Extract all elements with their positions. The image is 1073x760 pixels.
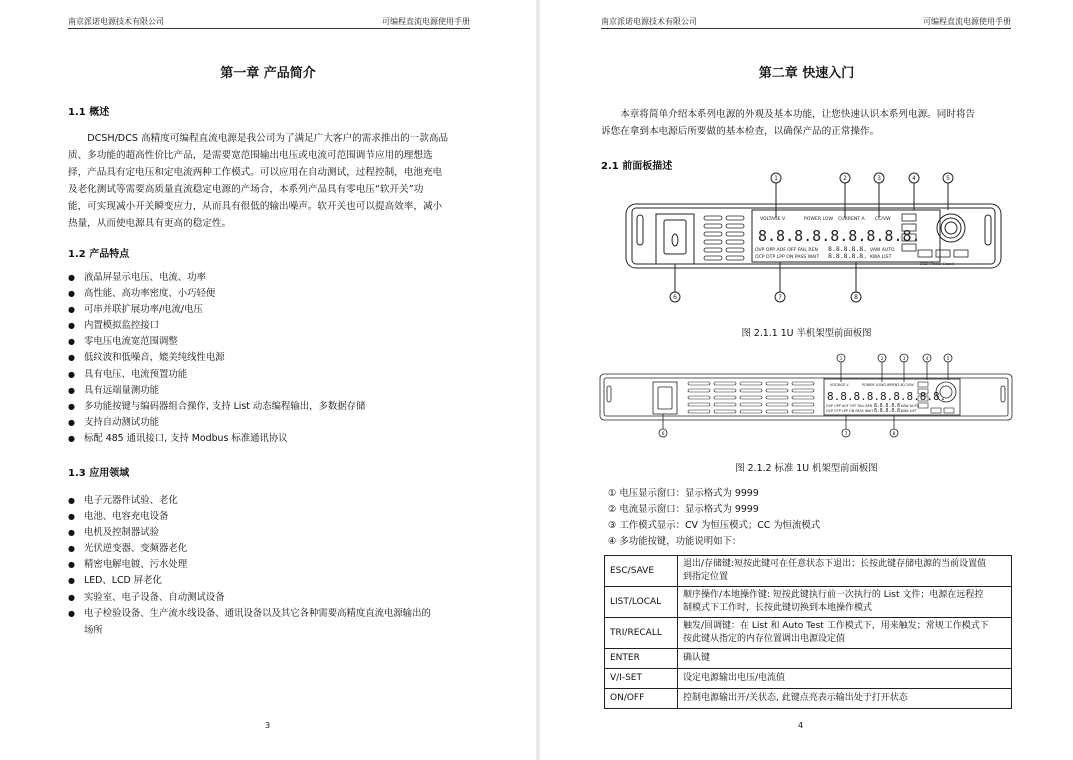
header-rule (68, 28, 470, 29)
chapter-title: 第一章 产品简介 (220, 66, 316, 81)
list-item: ● 低纹波和低噪音，媲美纯线性电源 (68, 350, 478, 366)
overview-line: DCSH/DCS 高精度可编程直流电源是我公司为了满足广大客户的需求推出的一款高品 (87, 133, 449, 144)
overview-line: 热量，从而使电源具有更高的稳定性。 (68, 218, 232, 229)
panel-item: ④ 多功能按键，功能说明如下： (608, 536, 742, 547)
table-row (605, 556, 1012, 587)
list-item: ● 多功能按键与编码器组合操作, 支持 List 动态编程输出，多数据存储 (68, 399, 478, 415)
callout-number: 5 (946, 357, 950, 362)
lcd-small-digits: 8.8.8.8.8. (828, 245, 868, 253)
header-rule (601, 28, 1011, 29)
panel-item: ③ 工作模式显示：CV 为恒压模式；CC 为恒流模式 (608, 520, 821, 531)
right-page (540, 0, 1073, 760)
list-item: ● 具有电压、电流预置功能 (68, 367, 478, 383)
list-item: ● 液晶屏显示电压、电流、功率 (68, 270, 478, 286)
key-desc-line: 触发/回调键：在 List 和 Auto Test 工作模式下，用来触发；常规工作模式下 (683, 621, 989, 631)
header-manual-title: 可编程直流电源使用手册 (382, 17, 470, 26)
lcd-status-row: OVP OPP AOF OFF FAIL REN (755, 248, 818, 253)
list-item: ● 可串并联扩展功率/电流/电压 (68, 302, 478, 318)
lcd-label: CC/VW (875, 217, 891, 222)
section-heading-1-2: 1.2 产品特点 (68, 249, 130, 260)
callout-number: 3 (902, 357, 906, 362)
list-item-continuation: 场所 (84, 625, 103, 636)
key-desc-line: 顺序操作/本地操作键: 短按此键执行前一次执行的 List 文件；电源在远程控 (683, 590, 984, 600)
list-item: ● 内置模拟监控接口 (68, 318, 478, 334)
callout-number: 2 (880, 357, 884, 362)
overview-line: 能，可实现减小开关瞬变应力，从而具有很低的输出噪声。软开关也可以提高效率，减小 (68, 201, 443, 212)
lcd-status-row: OCP OTP LPP ON PASS WAIT (755, 255, 820, 260)
header-company: 南京派诺电源技术有限公司 (601, 17, 697, 26)
lcd-small-digits: 8.8.8.8.8. (874, 404, 903, 409)
overview-paragraph (68, 130, 473, 232)
lcd-label: CURRENT A (883, 383, 903, 387)
brand-label: DCSH Power Supply (920, 262, 955, 266)
callout-number: 1 (839, 357, 843, 362)
lcd-small-digits: 8.8.8.8.8. (828, 252, 868, 260)
list-item: ● 高性能、高功率密度、小巧轻便 (68, 286, 478, 302)
features-list (68, 270, 478, 447)
list-item: ● 电机及控制器试验 (68, 525, 478, 541)
key-name-cell: ESC/SAVE (605, 556, 678, 587)
key-desc-cell (678, 587, 1012, 618)
key-name-cell: ON/OFF (605, 689, 678, 709)
table-row (605, 669, 1012, 689)
key-desc-cell: 设定电源输出电压/电流值 (678, 669, 1012, 689)
chapter-title: 第二章 快速入门 (758, 66, 855, 81)
list-item: ● 电子检验设备、生产流水线设备、通讯设备以及其它各种需要高精度直流电源输出的 (68, 606, 478, 622)
key-name-cell: ENTER (605, 649, 678, 669)
intro-paragraph (601, 106, 1011, 140)
list-item: ● 标配 485 通讯接口, 支持 Modbus 标准通讯协议 (68, 431, 478, 447)
page-number: 3 (265, 721, 271, 730)
callout-number: 6 (661, 432, 665, 437)
overview-line: 质、多功能的超高性价比产品，是需要宽范围输出电压或电流可范围调节应用的理想选 (68, 150, 433, 161)
panel-item: ② 电流显示窗口：显示格式为 9999 (608, 504, 759, 515)
key-desc-line: 制模式下工作时，长按此键切换到本地操作模式 (683, 603, 873, 613)
list-item: ● 支持自动测试功能 (68, 415, 478, 431)
callout-number: 4 (912, 175, 916, 182)
callout-number: 4 (925, 357, 929, 362)
figure-caption-2: 图 2.1.2 标准 1U 机架型前面板图 (735, 463, 878, 474)
half-rack-front-panel-figure (620, 170, 1010, 305)
lcd-mode-label: VAW AUTO (870, 248, 895, 253)
lcd-mode-label: KWA LIST (901, 409, 917, 413)
key-name-cell: V/I-SET (605, 669, 678, 689)
callout-number: 6 (673, 294, 677, 301)
key-desc-line: 退出/存储键:短按此键可在任意状态下退出；长按此键存储电源的当前设置值 (683, 559, 987, 569)
callout-number: 2 (843, 175, 847, 182)
lcd-digits: 8.8.8.8.8.8.8.8.8. (758, 227, 921, 245)
key-desc-cell: 确认键 (678, 649, 1012, 669)
standard-rack-front-panel-figure (598, 352, 1016, 440)
page-number: 4 (798, 721, 804, 730)
list-item: ● LED、LCD 屏老化 (68, 573, 478, 589)
lcd-label: POWER LOW (862, 383, 884, 387)
list-item: ● 光伏逆变器、变频器老化 (68, 541, 478, 557)
key-name-cell: TRI/RECALL (605, 618, 678, 649)
callout-number: 7 (778, 294, 782, 301)
list-item: ● 实验室、电子设备、自动测试设备 (68, 590, 478, 606)
section-heading-1-3: 1.3 应用领域 (68, 468, 130, 479)
table-row (605, 587, 1012, 618)
lcd-status-row: OVP OPP AOF OFF FAIL REN (826, 404, 873, 408)
overview-line: 择，产品具有定电压和定电流两种工作模式。可以应用在自动测试，过程控制，电池充电 (68, 167, 443, 178)
lcd-mode-label: KWA LIST (870, 255, 892, 260)
callout-number: 7 (844, 432, 848, 437)
applications-list (68, 493, 478, 622)
lcd-digits: 8.8.8.8.8.8.8.8.8. (827, 390, 947, 403)
intro-line: 本章将简单介绍本系列电源的外观及基本功能，让您快速认识本系列电源。同时将告 (620, 109, 976, 120)
overview-line: 及老化测试等需要高质量直流稳定电源的产场合，本系列产品具有零电压“软开关”功 (68, 184, 424, 195)
key-desc-line: 按此键从指定的内存位置调出电源设定值 (683, 634, 846, 644)
section-heading-1-1: 1.1 概述 (68, 107, 110, 118)
table-row (605, 649, 1012, 669)
lcd-label: VOLTAGE V (830, 383, 849, 387)
key-function-table (604, 555, 1012, 709)
callout-number: 3 (877, 175, 881, 182)
list-item: ● 电池、电容充电设备 (68, 509, 478, 525)
lcd-label: POWER LOW (804, 217, 834, 222)
panel-item: ① 电压显示窗口：显示格式为 9999 (608, 488, 759, 499)
list-item: ● 具有远端量测功能 (68, 383, 478, 399)
lcd-label: CC/VW (902, 383, 914, 387)
callout-number: 8 (892, 432, 896, 437)
header-company: 南京派诺电源技术有限公司 (68, 17, 164, 26)
lcd-small-digits: 8.8.8.8.8. (874, 409, 903, 414)
callout-number: 1 (774, 175, 778, 182)
key-desc-cell (678, 556, 1012, 587)
list-item: ● 精密电解电镀、污水处理 (68, 557, 478, 573)
key-desc-line: 到指定位置 (683, 572, 729, 582)
section-heading-2-1: 2.1 前面板描述 (601, 161, 673, 172)
left-page (0, 0, 536, 760)
lcd-status-row: OCP OTP LPP ON PASS WAIT (826, 409, 874, 413)
lcd-label: CURRENT A (838, 217, 865, 222)
key-desc-cell (678, 618, 1012, 649)
intro-line: 诉您在拿到本电源后所要做的基本检查，以确保产品的正常操作。 (601, 126, 880, 137)
panel-item-list (608, 486, 820, 550)
callout-number: 8 (854, 294, 858, 301)
lcd-mode-label: VAW AUTO (901, 404, 920, 408)
key-name-cell: LIST/LOCAL (605, 587, 678, 618)
figure-caption-1: 图 2.1.1 1U 半机架型前面板图 (741, 328, 872, 339)
table-row (605, 689, 1012, 709)
header-manual-title: 可编程直流电源使用手册 (923, 17, 1011, 26)
callout-number: 5 (946, 175, 950, 182)
lcd-label: VOLTAGE V (760, 217, 786, 222)
table-row (605, 618, 1012, 649)
list-item: ● 电子元器件试验、老化 (68, 493, 478, 509)
key-desc-cell: 控制电源输出开/关状态, 此键点亮表示输出处于打开状态 (678, 689, 1012, 709)
list-item: ● 零电压电流宽范围调整 (68, 334, 478, 350)
